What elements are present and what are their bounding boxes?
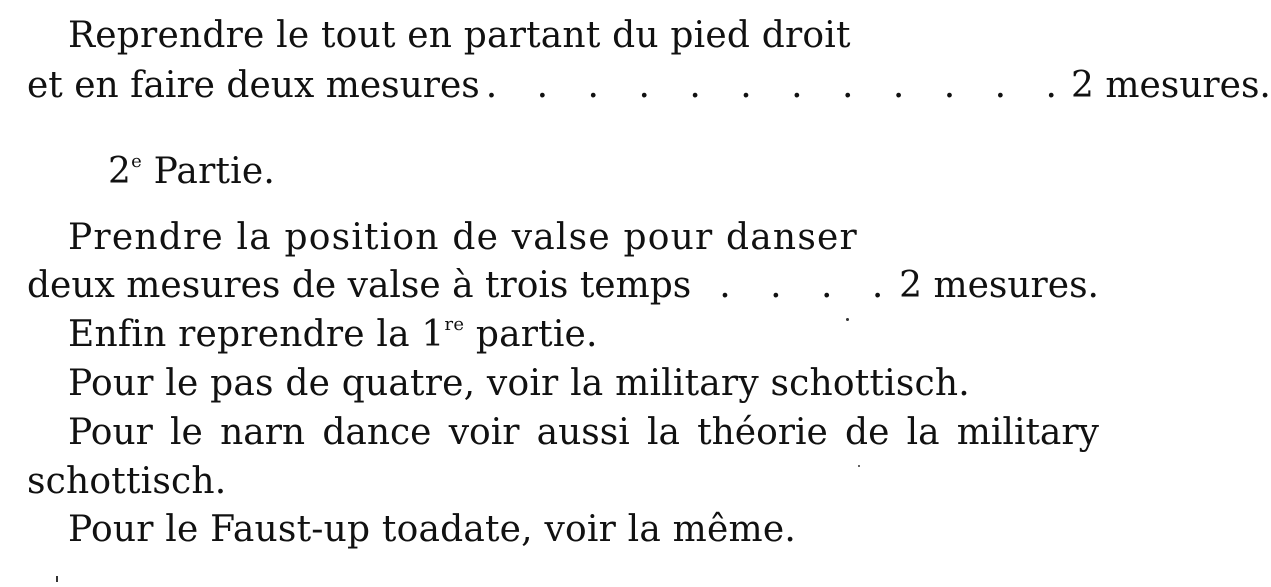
print-speck: [846, 318, 849, 321]
word: la: [906, 412, 940, 453]
measure-count: 2 mesures.: [1070, 65, 1271, 106]
section-superscript: e: [131, 151, 142, 172]
print-speck: [56, 576, 58, 582]
paragraph-3-prefix: Enfin reprendre la 1: [68, 314, 445, 355]
word: de: [845, 412, 890, 453]
ordinal-superscript: re: [444, 314, 465, 335]
paragraph-1-line-2: [27, 64, 1271, 108]
leader-dots: . . . . . . . . . . . .: [485, 65, 1071, 106]
measure-count: 2 mesures.: [899, 265, 1099, 306]
word: military: [956, 412, 1099, 453]
paragraph-2-line-2-left: [27, 264, 897, 308]
paragraph-4: Pour le pas de quatre, voir la military schottisch.: [68, 363, 970, 404]
paragraph-2-line-2-text: deux mesures de valse à trois temps: [27, 265, 692, 306]
paragraph-5-line-1: [68, 411, 1099, 455]
paragraph-1-line-2-text: et en faire deux mesures: [27, 65, 480, 106]
section-heading: [108, 150, 275, 194]
paragraph-1-line-2-left: [27, 64, 1071, 108]
word: voir: [448, 412, 520, 453]
print-speck: [858, 465, 860, 467]
section-number: 2: [108, 151, 132, 192]
paragraph-5-line-2: schottisch.: [27, 461, 227, 502]
paragraph-2-line-2: [27, 264, 1099, 308]
leader-dots: . . . .: [719, 265, 898, 306]
paragraph-2-line-1: Prendre la position de valse pour danser: [68, 217, 858, 258]
word: narn: [220, 412, 306, 453]
word: le: [170, 412, 203, 453]
word: aussi: [536, 412, 630, 453]
word: la: [646, 412, 680, 453]
paragraph-3: [68, 313, 598, 357]
section-title: Partie.: [153, 151, 276, 192]
word: théorie: [697, 412, 828, 453]
paragraph-3-suffix: partie.: [464, 314, 598, 355]
word: dance: [322, 412, 432, 453]
word: Pour: [68, 412, 153, 453]
paragraph-6: Pour le Faust-up toadate, voir la même.: [68, 509, 796, 550]
paragraph-1-line-1: Reprendre le tout en partant du pied droit: [68, 15, 851, 56]
